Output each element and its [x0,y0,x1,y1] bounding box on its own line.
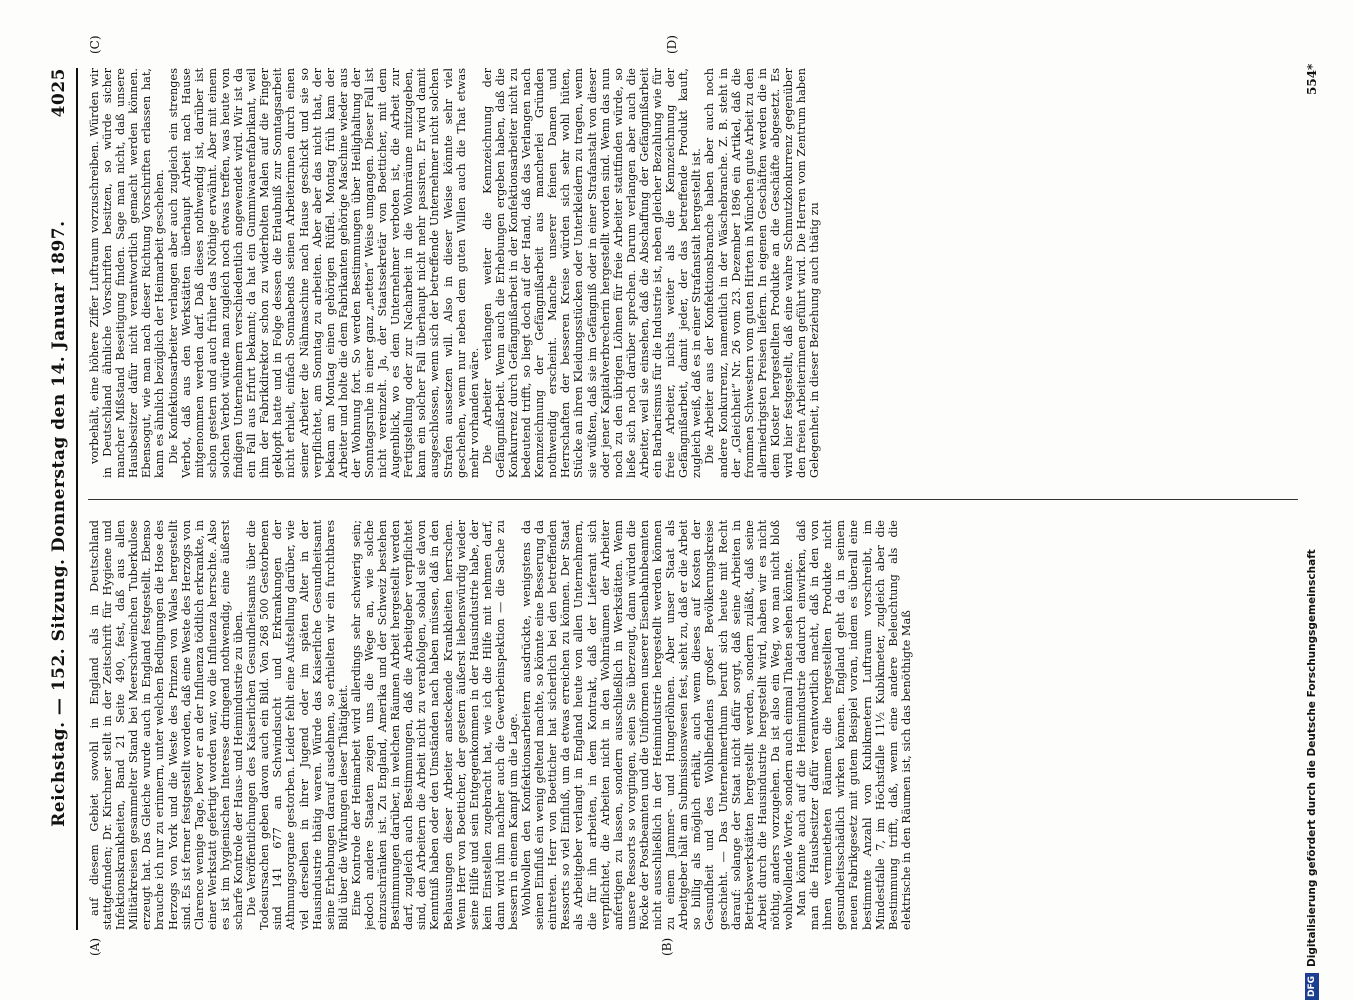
page-number: 4025 [49,68,69,118]
paragraph: Die Arbeiter verlangen weiter die Kennzeichnung der Gefängnißarbeit. Wenn auch die Erhebungen ergeben haben, daß die Konkurrenz durch Gefängnißarbeit in der Konfektionsarbeiter nicht zu bedeutend trifft, so liegt doch auf der Hand, daß das Verlangen nach Kennzeichnung der Gefängnißarbeit aus mancherlei Gründen nothwendig erscheint. Manche unserer feinen Damen und Herrschaften der besseren Kreise würden sich sehr wohl hüten, Stücke an ihren Kleidungsstücken oder Unterkleidern zu tragen, wenn sie wüßten, daß sie im Gefängniß oder in einer Strafanstalt von dieser oder jener Kapitalverbrecherin hergestellt worden sind. Wenn das nun noch zu den übrigen Löhnen für freie Arbeiter stattfinden würde, so ließe sich noch darüber sprechen. Darum verlangen aber auch die Arbeiter, weil sie einsehen, daß die Abschaffung der Gefängnißarbeit ein Barbarismus für die Industrie ist, neben gleicher Bezahlung wie für freie Arbeiter, nichts weiter als die Kennzeichnung der Gefängnißarbeit, damit jeder, der das betreffende Produkt kauft, zugleich weiß, daß es in einer Strafanstalt hergestellt ist. [480,68,704,478]
margin-marker-c: (C) [88,35,102,54]
margin-marker-d: (D) [665,35,679,54]
margin-marker-b: (B) [660,937,674,956]
header-title: Reichstag. — 152. Sitzung. Donnerstag den 14. Januar 1897. [49,220,69,827]
column-divider [88,499,1298,500]
margin-marker-a: (A) [88,937,102,956]
left-column [88,520,1303,930]
paragraph: Die Arbeiter aus der Konfektionsbranche haben aber auch noch andere Konkurrenz, namentlich in der Wäschebranche. Z. B. steht in der „Gleichheit“ Nr. 26 vom 23. Dezember 1896 ein Artikel, daß die frommen Schwestern vom guten Hirten in München gute Arbeit zu den allerniedrigsten Preisen liefern. In eigenen Geschäften werden die in dem Kloster hergestellten Produkte an die Geschäfte abgesetzt. Es wird hier festgestellt, daß eine wahre Schmutzkonkurrenz gegenüber den freien Arbeiterinnen geführt wird. Die Herren vom Zentrum haben Gelegenheit, in dieser Beziehung auch thätig zu [703,68,822,478]
footer-text: Digitalisierung gefördert durch die Deutsche Forschungsgemeinschaft [1306,549,1318,967]
paragraph: vorbehält, eine höhere Ziffer Luftraum vorzuschreiben. Würden wir in Deutschland ähnliche Vorschriften besitzen, so würde sicher mancher Mißstand Beseitigung finden. Sage man nicht, daß unsere Hausbesitzer dafür nicht verantwortlich gemacht werden können. Ebensogut, wie man nach dieser Richtung Vorschriften erlassen hat, kann es ähnlich bezüglich der Heimarbeit geschehen. [88,68,167,478]
paragraph: Die Veröffentlichungen des Kaiserlichen Gesundheitsamts über die Todesursachen geben davon auch ein Bild. Von 268 500 Gestorbenen sind 141 677 an Schwindsucht und Erkrankungen der Athmungsorgane gestorben. Leider fehlt eine Aufstellung darüber, wie viel derselben in ihrer Jugend oder im späten Alter in der Hausindustrie thätig waren. Würde das Kaiserliche Gesundheitsamt seine Erhebungen darauf ausdehnen, so erhielten wir ein furchtbares Bild über die Wirkungen dieser Thätigkeit. [245,520,350,930]
signature-mark: 554* [1305,63,1319,95]
running-header [42,68,78,930]
paragraph: auf diesem Gebiet sowohl in England als in Deutschland stattgefunden; Dr. Kirchner stellt in der Zeitschrift für Hygiene und Infektionskrankheiten, Band 21 Seite 490, fest, daß aus allen Militärkreisen gesammelter Stand bei Meerschweinchen Tuberkulose erzeugt hat. Das Gleiche wurde auch in England festgestellt. Ebenso brauche ich nur zu erinnern, unter welchen Bedingungen die Hose des Herzogs von York und die Weste des Prinzen von Wales hergestellt sind. Es ist ferner festgestellt worden, daß eine Weste des Herzogs von Clarence wenige Tage, bevor er an der Influenza tödtlich erkrankte, in einer Werkstatt gefertigt worden war, wo die Influenza herrschte. Also es ist im hygienischen Interesse dringend nothwendig, eine äußerst scharfe Kontrole der Haus- und Heimindustrie zu üben. [88,520,246,930]
paragraph: Die Konfektionsarbeiter verlangen aber auch zugleich ein strenges Verbot, daß aus den Werkstätten überhaupt Arbeit nach Hause mitgenommen werden darf. Daß dieses nothwendig ist, darüber ist schon gestern und auch früher das Nöthige erwähnt. Aber mit einem solchen Verbot würde man zugleich noch etwas treffen, was heute von findigen Unternehmern verschiedentlich angewendet wird. Wir ist da ein Fall aus Erfurt bekannt; da hat ein Gummiwaarenfabrikant, weil ihm der Fabrikdirektor schon zu widerholten Malen auf die Finger geklopft hatte und in Folge dessen die Erlaubniß zur Sonntagsarbeit nicht erhielt, einfach Sonnabends seinen Arbeiterinnen durch einen seiner Arbeiter die Nähmaschine nach Hause geschickt und sie so verpflichtet, am Sonntag zu arbeiten. Aber aber das nicht that, der bekam am Montag einen gehörigen Rüffel. Montag früh kam der Arbeiter und holte die dem Fabrikanten gehörige Maschine wieder aus der Wohnung fort. So werden Bestimmungen über Heilighaltung der Sonntagsruhe in einer ganz „netten“ Weise umgangen. Dieser Fall ist nicht vereinzelt. Ja, der Staatssekretär von Boetticher, mit dem Augenblick, wo es dem Unternehmer verboten ist, die Arbeit zur Fertigstellung oder zur Nacharbeit in die Wohnräume mitzugeben, kann ein solcher Fall überhaupt nicht mehr passiren. Er wird damit ausgeschlossen, wenn sich der betreffende Unternehmer nicht solchen Strafen aussetzen will. Also in dieser Weise könnte sehr viel geschehen, wenn nur neben dem guten Willen auch die That etwas mehr vorhanden wäre. [166,68,481,478]
paragraph: Wohlwollen den Konfektionsarbeitern ausdrückte, wenigstens da seinen Einfluß ein wenig geltend machte, so könnte eine Besserung da eintreten. Herr von Boetticher hat sicherlich bei den betreffenden Ressorts so viel Einfluß, um da etwas erreichen zu können. Der Staat als Arbeitgeber verlangt in England heute von allen Unternehmern, die für ihn arbeiten, in dem Kontrakt, daß der Lieferant sich verpflichtet, die Arbeiten nicht in den Wohnräumen der Arbeiter anfertigen zu lassen, sondern ausschließlich in Werkstätten. Wenn unsere Ressorts so vorgingen, seien Sie überzeugt, dann würden die Röcke der Postbeamten und die Uniformen unserer Eisenbahnbeamten nicht ausschließlich in der Heimindustrie hergestellt werden können zu einem Jammer- und Hungerlöhnen. Aber unser Staat als Arbeitgeber hält am Submissionswesen fest, sieht zu, daß er die Arbeit so billig als möglich erhält, auch wenn dieses auf Kosten der Gesundheit und des Wohlbefindens großer Bevölkerungskreise geschieht. — Das Unternehmerthum beruft sich heute mit Recht darauf: solange der Staat nicht dafür sorgt, daß seine Arbeiten in Betriebswerkstätten hergestellt werden, sondern zuläßt, daß seine Arbeit durch die Hausindustrie hergestellt wird, haben wir es nicht nöthig, anders vorzugehen. Da ist also ein Weg, wo man nicht bloß wohlwollende Worte, sondern auch einmal Thaten sehen könnte. [520,520,795,930]
right-column [88,68,1303,478]
dfg-logo: DFG [1305,973,1319,1000]
paragraph: Eine Kontrole der Heimarbeit wird allerdings sehr schwierig sein; jedoch andere Staaten zeigen uns die Wege an, wie solche einzuschränken ist. Zu England, Amerika und der Schweiz bestehen Bestimmungen darüber, in welchen Räumen Arbeit hergestellt werden darf, zugleich auch Bestimmungen, daß die Arbeitgeber verpflichtet sind, den Arbeitern die Arbeit nicht zu verabfolgen, sobald sie davon Kenntniß haben oder den Umständen nach haben müssen, daß in den Behausungen dieser Arbeiter ansteckende Krankheiten herrschen. Wenn Herr von Boetticher, der gestern äußerst liebenswürdig wieder seine Hilfe und sein Entgegenkommen in der Hausindustrie habe, der kein Einstellen zugebracht hat, wie ich die Hilfe mit nehmen darf, dann wird ihm nachher auch die Gewerbeinspektion — die Sache zu bessern in einem Kampf um die Lage. [349,520,520,930]
digitization-footer [1300,0,1324,1000]
paragraph: Man könnte auch auf die Heimindustrie dadurch einwirken, daß man die Hausbesitzer dafür verantwortlich macht, daß in den von ihnen vermietheten Räumen die hergestellten Produkte nicht gesundheitsschädlich wirken können. England geht da in seinem neuen Fabrikgesetz mit gutem Beispiel voran, indem es überall eine bestimmte Anzahl von Kubikmetern Luftraum vorschreibt, im Mindestfalle 7, im Höchstfalle 11½ Kubikmeter, zugleich aber die Bestimmung trifft, daß, wenn eine andere Beleuchtung als die elektrische in den Räumen ist, sich das benöthigte Maß [795,520,913,930]
